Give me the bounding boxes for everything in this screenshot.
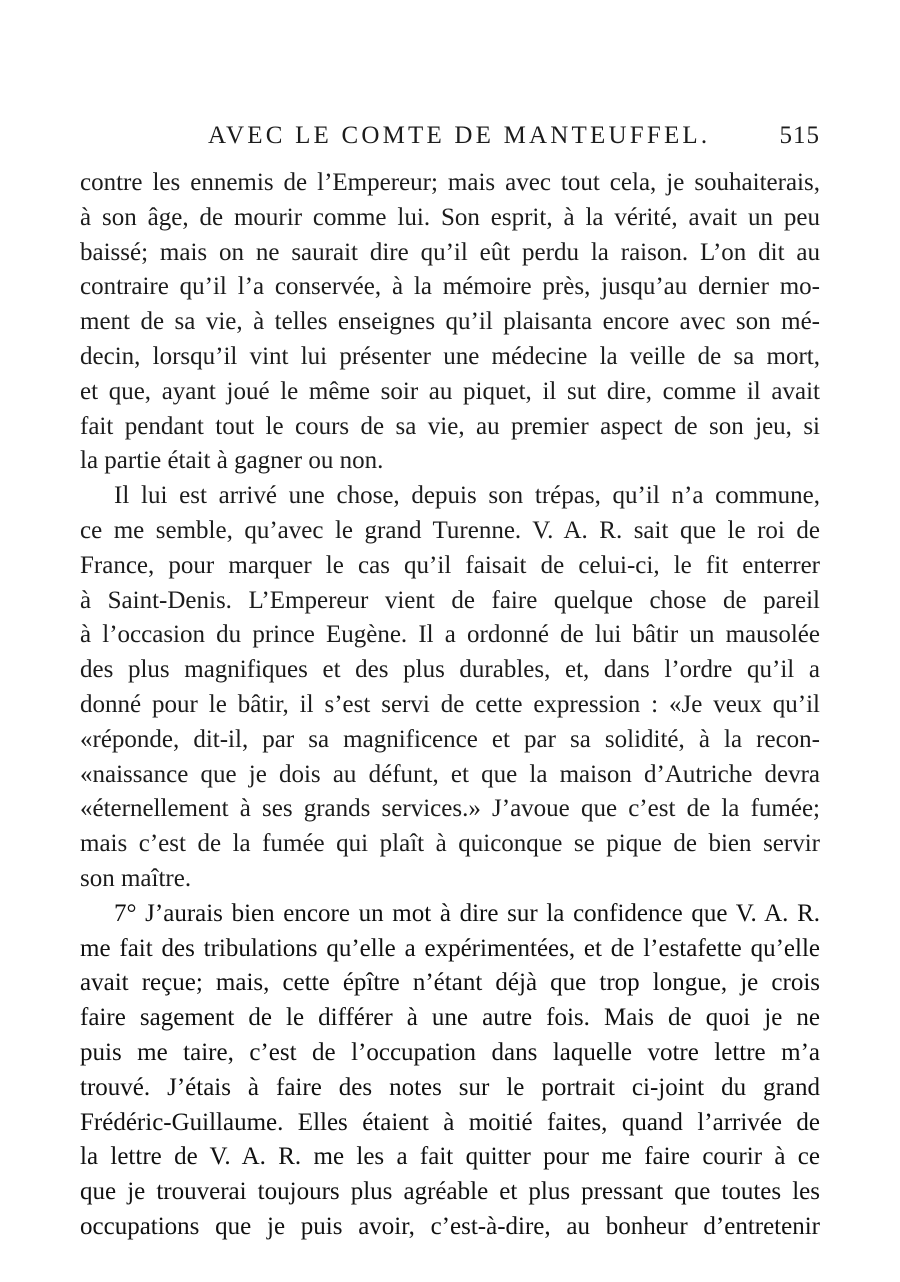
text-line: 7° J’aurais bien encore un mot à dire sur la confidence que V. A. R. [114,899,820,927]
text-line: mais c’est de la fumée qui plaît à quiconque se pique de bien servir [80,830,820,858]
text-line: baissé; mais on ne saurait dire qu’il eût perdu la raison. L’on dit au [80,238,820,266]
text-line: donné pour le bâtir, il s’est servi de cette expression : «Je veux qu’il [80,690,820,718]
body-text [80,166,820,1245]
text-line: que je trouverai toujours plus agréable et plus pressant que toutes les [80,1178,820,1206]
paragraph-1 [80,166,820,479]
text-line: trouvé. J’étais à faire des notes sur le portrait ci-joint du grand [80,1073,820,1101]
text-line: France, pour marquer le cas qu’il faisait de celui-ci, le fit enterrer [80,551,820,579]
text-line: faire sagement de le différer à une autre fois. Mais de quoi je ne [80,1004,820,1032]
paragraph-3 [80,897,820,1245]
running-title: AVEC LE COMTE DE MANTEUFFEL. [208,122,711,149]
running-head [80,118,820,154]
text-line: à Saint-Denis. L’Empereur vient de faire quelque chose de pareil [80,586,820,614]
text-line: «naissance que je dois au défunt, et que la maison d’Autriche devra [80,760,820,788]
text-line: Frédéric-Guillaume. Elles étaient à moitié faites, quand l’arrivée de [80,1108,820,1136]
text-line: Il lui est arrivé une chose, depuis son trépas, qu’il n’a commune, [114,482,820,510]
page-number: 515 [779,122,820,149]
text-line: ce me semble, qu’avec le grand Turenne. V. A. R. sait que le roi de [80,516,820,544]
text-line: des plus magnifiques et des plus durables, et, dans l’ordre qu’il a [80,656,820,684]
text-line: decin, lorsqu’il vint lui présenter une médecine la veille de sa mort, [80,342,820,370]
text-line: fait pendant tout le cours de sa vie, au premier aspect de son jeu, si [80,412,820,440]
text-line: me fait des tribulations qu’elle a expérimentées, et de l’estafette qu’elle [80,934,820,962]
text-line: son maître. [80,864,192,892]
text-line: «réponde, dit-il, par sa magnificence et par sa solidité, à la recon- [80,725,820,753]
text-line: puis me taire, c’est de l’occupation dans laquelle votre lettre m’a [80,1038,820,1066]
text-line: avait reçue; mais, cette épître n’étant déjà que trop longue, je crois [80,969,820,997]
text-line: «éternellement à ses grands services.» J’avoue que c’est de la fumée; [80,795,820,823]
text-line: contre les ennemis de l’Empereur; mais avec tout cela, je souhaiterais, [80,169,820,196]
text-line: à l’occasion du prince Eugène. Il a ordonné de lui bâtir un mausolée [80,621,820,649]
text-line: occupations que je puis avoir, c’est-à-dire, au bonheur d’entretenir [80,1212,820,1240]
paragraph-2 [80,479,820,897]
text-line: ment de sa vie, à telles enseignes qu’il plaisanta encore avec son mé- [80,308,820,336]
text-line: la partie était à gagner ou non. [80,447,384,475]
text-line: contraire qu’il l’a conservée, à la mémoire près, jusqu’au dernier mo- [80,273,820,301]
text-line: et que, ayant joué le même soir au piquet, il sut dire, comme il avait [80,377,820,405]
text-line: la lettre de V. A. R. me les a fait quitter pour me faire courir à ce [80,1143,820,1171]
text-line: à son âge, de mourir comme lui. Son esprit, à la vérité, avait un peu [80,203,820,231]
